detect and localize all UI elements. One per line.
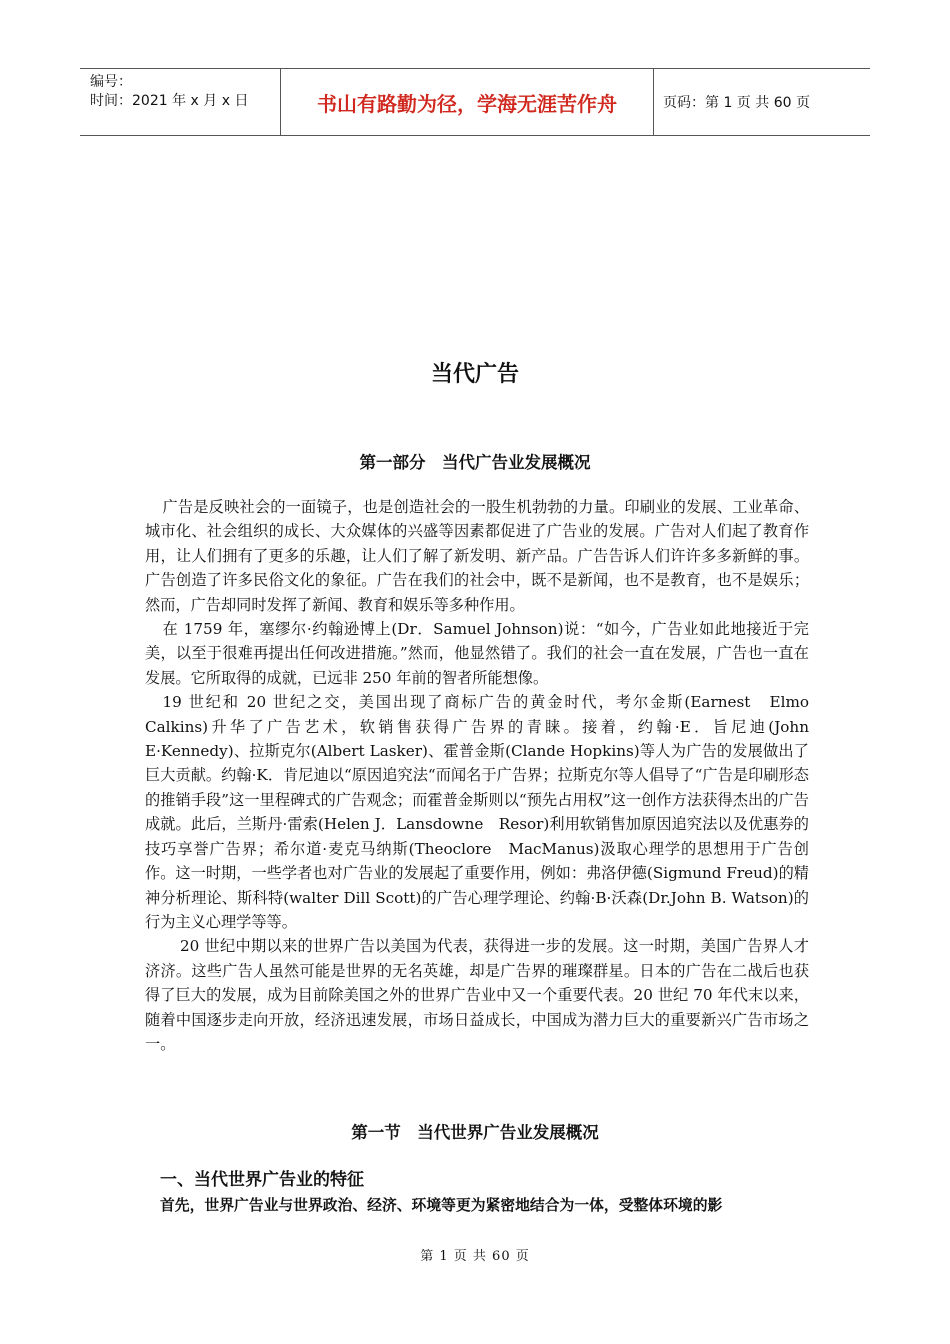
paragraph-1: 广告是反映社会的一面镜子，也是创造社会的一股生机勃勃的力量。印刷业的发展、工业革命、城市化、社会组织的成长、大众媒体的兴盛等因素都促进了广告业的发展。广告对人们起了教育作用，让人们拥有了更多的乐趣，让人们了解了新发明、新产品。广告告诉人们许许多多新鲜的事。广告创造了许多民俗文化的象征。广告在我们的社会中，既不是新闻，也不是教育，也不是娱乐；然而，广告却同时发挥了新闻、教育和娱乐等多种作用。 xyxy=(145,498,809,614)
section-heading: 第一节 当代世界广告业发展概况 xyxy=(351,1123,599,1142)
document-title: 当代广告 xyxy=(430,362,519,387)
document-number-label: 编号： xyxy=(90,74,132,90)
paragraph-4: 20 世纪中期以来的世界广告以美国为代表，获得进一步的发展。这一时期，美国广告界人才济济。这些广告人虽然可能是世界的无名英雄，却是广告界的璀璨群星。日本的广告在二战后也获得了巨大的发展，成为目前除美国之外的世界广告业中又一个重要代表。20 世纪 70 年代末以来，随着中国逐步走向开放，经济迅速发展，市场日益成长，中国成为潜力巨大的重要新兴广告市场之一。 xyxy=(145,937,809,1053)
body-text xyxy=(145,495,809,1056)
paragraph-3: 19 世纪和 20 世纪之交，美国出现了商标广告的黄金时代，考尔金斯(Earnest Elmo Calkins)升华了广告艺术，软销售获得广告界的青睐。接着，约翰·E．旨尼迪(John E·Kennedy)、拉斯克尔(Albert Lasker)、霍普金斯(Clande Hopkins)等人为广告的发展做出了巨大贡献。约翰·K．肯尼迪以“原因追究法“而闻名于广告界；拉斯克尔等人倡导了“广告是印刷形态的推销手段”这一里程碑式的广告观念；而霍普金斯则以“预先占用权”这一创作方法获得杰出的广告成就。此后，兰斯丹·雷索(Helen J．Lansdowne Resor)利用软销售加原因追究法以及优惠券的技巧享誉广告界；希尔道·麦克马纳斯(Theoclore MacManus)汲取心理学的思想用于广告创作。这一时期，一些学者也对广告业的发展起了重要作用，例如：弗洛伊德(Sigmund Freud)的精神分析理论、斯科特(walter Dill Scott)的广告心理学理论、约翰·B·沃森(Dr.John B. Watson)的行为主义心理学等等。 xyxy=(145,693,809,931)
paragraph-2: 在 1759 年，塞缪尔·约翰逊博上(Dr．Samuel Johnson)说：“如今，广告业如此地接近于完美，以至于很难再提出任何改进措施。”然而，他显然错了。我们的社会一直在发展，广告也一直在发展。它所取得的成就，已远非 250 年前的智者所能想像。 xyxy=(145,620,809,687)
header-motto: 书山有路勤为径，学海无涯苦作舟 xyxy=(281,69,654,135)
bold-intro-line: 首先，世界广告业与世界政治、经济、环境等更为紧密地结合为一体，受整体环境的影 xyxy=(160,1197,723,1214)
header-page-info: 页码：第 1 页 共 60 页 xyxy=(663,95,810,111)
part-heading: 第一部分 当代广告业发展概况 xyxy=(359,453,591,472)
document-time-label: 时间：2021 年 x 月 x 日 xyxy=(90,93,249,109)
header-meta-cell xyxy=(80,69,281,135)
page-footer: 第 1 页 共 60 页 xyxy=(420,1249,530,1264)
header-table xyxy=(80,68,870,136)
sub-heading: 一、当代世界广告业的特征 xyxy=(160,1170,364,1190)
